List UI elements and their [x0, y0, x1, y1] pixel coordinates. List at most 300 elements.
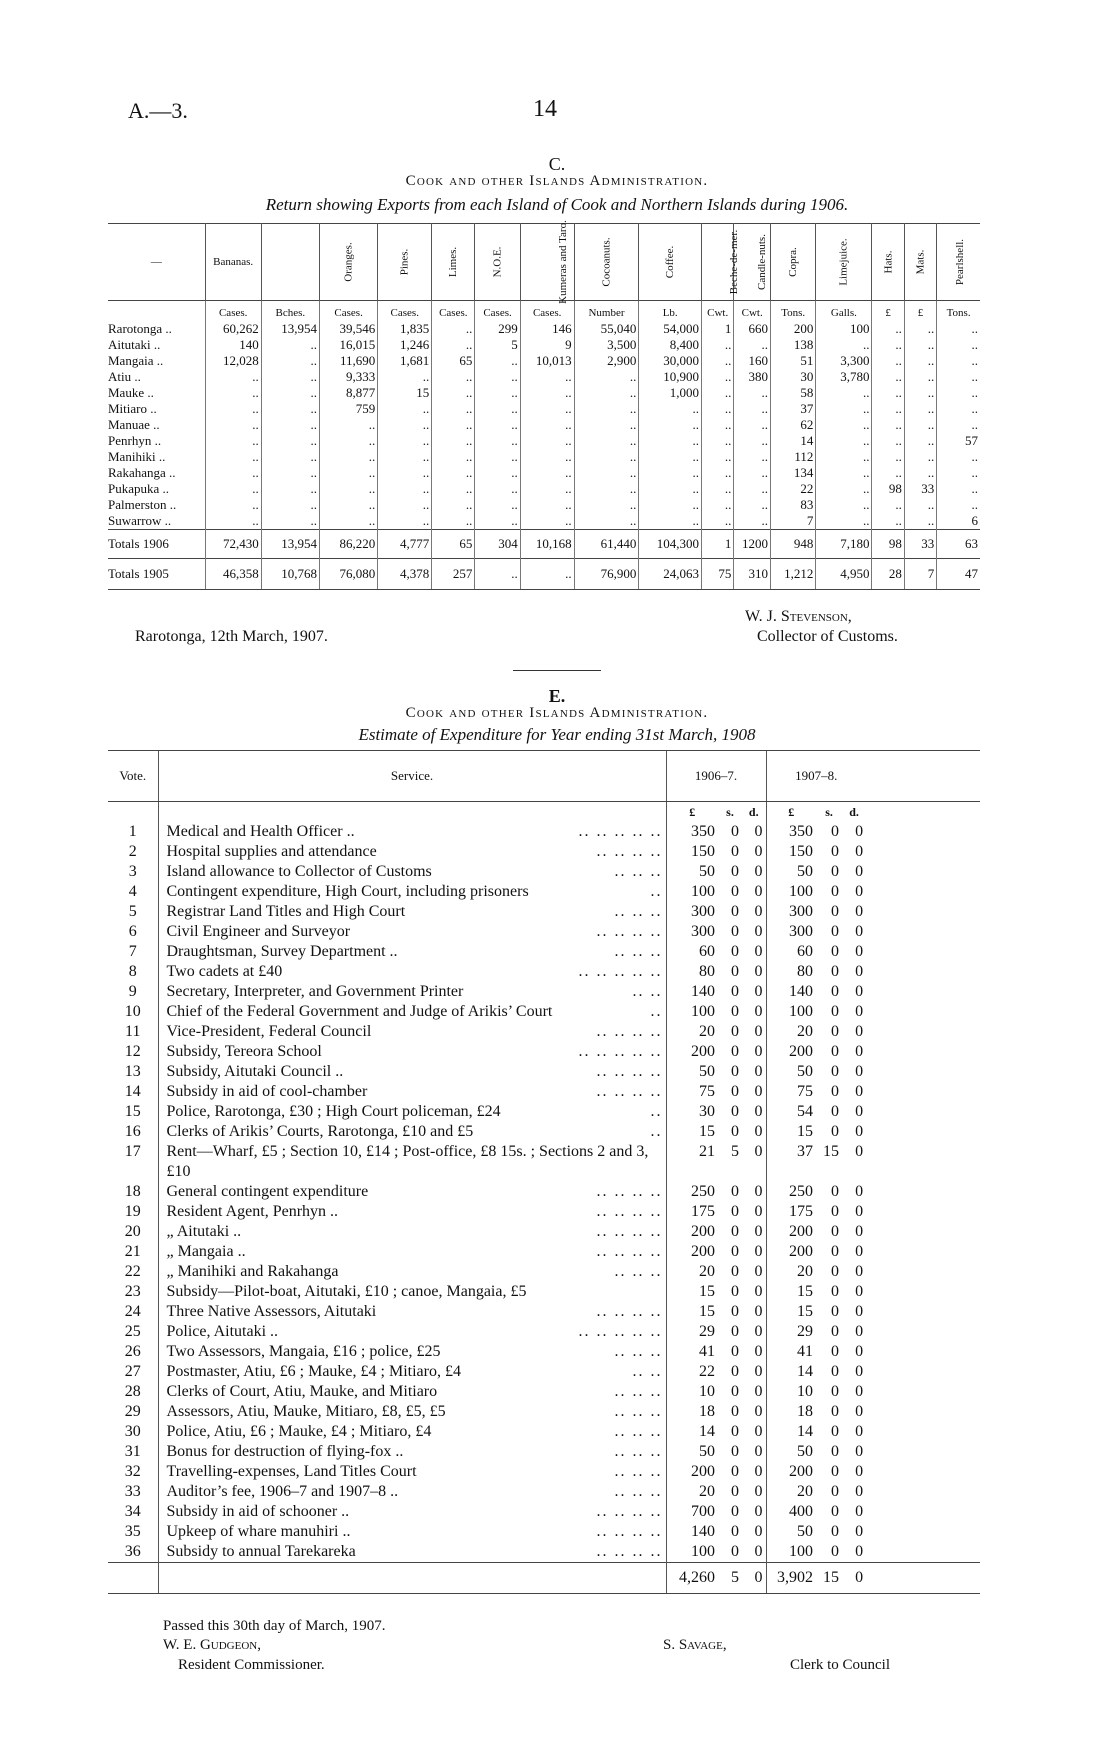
table-cell: 140 [205, 337, 261, 353]
table-cell: .. [520, 559, 574, 590]
expenditure-row [108, 1382, 980, 1402]
table-cell: .. [261, 481, 319, 497]
vote-number: 15 [124, 1103, 141, 1120]
table-cell: .. [205, 481, 261, 497]
table-cell: .. [205, 385, 261, 401]
amount-1907: 0 [831, 1023, 840, 1040]
vote-number: 2 [128, 843, 137, 860]
table-cell: .. [574, 481, 639, 497]
table-cell: Penrhyn .. [108, 433, 162, 448]
col-header: — [150, 256, 162, 268]
table-cell: 9 [520, 337, 574, 353]
table-cell: .. [937, 369, 980, 385]
table-cell: .. [937, 401, 980, 417]
service-description: Island allowance to Collector of Customs [158, 862, 538, 882]
vote-number: 17 [124, 1143, 141, 1160]
table-cell [866, 1062, 980, 1082]
table-cell: 948 [771, 530, 816, 559]
table-row [108, 513, 980, 530]
amount-1907: 0 [855, 1323, 864, 1340]
table-cell: .. [734, 513, 771, 530]
table-cell: .. [904, 337, 936, 353]
amount-1906: 0 [754, 903, 763, 920]
leader-dots: .. .. .. [614, 1263, 663, 1280]
amount-1906: 0 [731, 963, 740, 980]
table-cell [866, 1302, 980, 1322]
service-description: Secretary, Interpreter, and Government Printer [158, 982, 538, 1002]
table-cell: .. [320, 465, 378, 481]
vote-number: 19 [124, 1203, 141, 1220]
amount-1906: 0 [754, 1223, 763, 1240]
table-cell: Tons. [937, 301, 980, 322]
table-cell [108, 802, 158, 823]
table-cell: .. [205, 449, 261, 465]
amount-1907: 0 [855, 1203, 864, 1220]
amount-1907: 100 [766, 1002, 816, 1022]
table-cell: .. [378, 513, 432, 530]
amount-1907: 0 [831, 1443, 840, 1460]
table-cell [866, 1482, 980, 1502]
table-cell: 60,262 [205, 321, 261, 337]
amount-1906: 0 [731, 943, 740, 960]
amount-1906: 0 [731, 1323, 740, 1340]
amount-1906: 10 [666, 1382, 718, 1402]
table-cell: .. [872, 337, 904, 353]
table-cell: Totals 1906 [108, 530, 205, 559]
table-cell: 57 [937, 433, 980, 449]
amount-1906: 20 [666, 1022, 718, 1042]
amount-1907: 400 [766, 1502, 816, 1522]
table-cell: 759 [320, 401, 378, 417]
table-cell: .. [701, 337, 733, 353]
amount-1907: 0 [831, 1223, 840, 1240]
leader-dots: .. .. [632, 1363, 663, 1380]
table-cell: 200 [771, 321, 816, 337]
table-cell: .. [320, 481, 378, 497]
leader-dots: .. .. .. [614, 1343, 663, 1360]
table-cell: 33 [904, 481, 936, 497]
total-1906: 0 [742, 1563, 766, 1594]
col-header: Oranges. [320, 224, 378, 301]
table-cell: 3,300 [816, 353, 872, 369]
amount-1907: 0 [831, 883, 840, 900]
amount-1906: 0 [731, 1523, 740, 1540]
leader-dots: .. .. .. .. [596, 1083, 663, 1100]
table-cell [866, 1182, 980, 1202]
amount-1906: 200 [666, 1222, 718, 1242]
table-cell [866, 1442, 980, 1462]
service-description: Registrar Land Titles and High Court [158, 902, 538, 922]
amount-1906: 50 [666, 862, 718, 882]
table-cell: 1 [701, 530, 733, 559]
amount-1907: 0 [855, 863, 864, 880]
expenditure-row [108, 1202, 980, 1222]
table-cell [538, 802, 666, 823]
amount-1906: 0 [731, 1483, 740, 1500]
amount-1907: 0 [831, 1463, 840, 1480]
amount-1906: 300 [666, 902, 718, 922]
leader-dots: .. .. .. .. [596, 923, 663, 940]
table-cell: Rarotonga .. [108, 321, 172, 336]
leader-dots: .. .. .. [614, 1423, 663, 1440]
table-cell: .. [475, 385, 520, 401]
service-description: Police, Atiu, £6 ; Mauke, £4 ; Mitiaro, £4 [158, 1422, 538, 1442]
table-cell [866, 1142, 980, 1182]
amount-1906: 0 [731, 883, 740, 900]
units-row [108, 301, 980, 322]
table-row [108, 449, 980, 465]
table-cell: 51 [771, 353, 816, 369]
amount-1907: 0 [831, 1363, 840, 1380]
leader-dots: .. .. .. .. [596, 1523, 663, 1540]
service-description: „ Aitutaki .. [158, 1222, 538, 1242]
service-description: Three Native Assessors, Aitutaki [158, 1302, 538, 1322]
expenditure-row [108, 962, 980, 982]
table-cell: .. [904, 465, 936, 481]
amount-1907: 50 [766, 1062, 816, 1082]
table-cell: .. [378, 449, 432, 465]
table-cell: 13,954 [261, 321, 319, 337]
table-cell: 7,180 [816, 530, 872, 559]
table-cell: .. [475, 433, 520, 449]
table-cell: 138 [771, 337, 816, 353]
amount-1907: 0 [855, 1343, 864, 1360]
table-row [108, 337, 980, 353]
expenditure-row [108, 1362, 980, 1382]
table-cell: .. [520, 401, 574, 417]
table-cell [866, 1402, 980, 1422]
amount-1906: 0 [754, 1443, 763, 1460]
table-cell [108, 301, 205, 322]
table-cell: Cases. [378, 301, 432, 322]
amount-1907: 14 [766, 1362, 816, 1382]
amount-1906: 20 [666, 1262, 718, 1282]
table-cell: .. [639, 401, 702, 417]
amount-1907: 250 [766, 1182, 816, 1202]
amount-1907: 50 [766, 1442, 816, 1462]
table-cell: 10,168 [520, 530, 574, 559]
amount-1906: 80 [666, 962, 718, 982]
vote-number: 1 [128, 823, 137, 840]
table-cell: .. [320, 417, 378, 433]
amount-1907: 0 [855, 1143, 864, 1160]
table-cell: 15 [378, 385, 432, 401]
amount-1906: 0 [754, 1123, 763, 1140]
amount-1907: 0 [855, 963, 864, 980]
table-cell: .. [205, 433, 261, 449]
table-cell: .. [520, 497, 574, 513]
service-description: Police, Aitutaki .. [158, 1322, 538, 1342]
amount-1907: 150 [766, 842, 816, 862]
amount-1907: 0 [831, 1403, 840, 1420]
service-description: Subsidy—Pilot-boat, Aitutaki, £10 ; canoe, Mangaia, £5 [158, 1282, 538, 1302]
table-cell: .. [261, 385, 319, 401]
table-cell: 4,777 [378, 530, 432, 559]
amount-1906: 0 [731, 1123, 740, 1140]
amount-1907: 0 [855, 1543, 864, 1560]
exports-table [108, 220, 980, 590]
table-cell: Mangaia .. [108, 353, 164, 368]
vote-number: 25 [124, 1323, 141, 1340]
leader-dots: .. .. .. [614, 1443, 663, 1460]
table-cell: .. [261, 449, 319, 465]
leader-dots: .. .. .. .. [596, 1543, 663, 1560]
table-cell [866, 1422, 980, 1442]
currency-label: d. [748, 805, 759, 819]
table-cell: 1,246 [378, 337, 432, 353]
table-cell: .. [904, 449, 936, 465]
table-cell: .. [872, 353, 904, 369]
table-row [108, 497, 980, 513]
table-cell: Cases. [475, 301, 520, 322]
amount-1907: 0 [855, 1183, 864, 1200]
table-cell: Suwarrow .. [108, 513, 172, 528]
vote-number: 29 [124, 1403, 141, 1420]
table-cell: 146 [520, 321, 574, 337]
amount-1906: 0 [731, 983, 740, 1000]
amount-1906: 0 [731, 1043, 740, 1060]
table-cell [866, 1462, 980, 1482]
service-description: Postmaster, Atiu, £6 ; Mauke, £4 ; Mitiaro, £4 [158, 1362, 538, 1382]
service-description: Rent—Wharf, £5 ; Section 10, £14 ; Post-office, £8 15s. ; Sections 2 and 3, £10 [158, 1142, 666, 1182]
section-e-subtitle: Estimate of Expenditure for Year ending 31st March, 1908 [358, 725, 756, 744]
table-cell: .. [378, 497, 432, 513]
table-cell: .. [872, 449, 904, 465]
table-cell [866, 962, 980, 982]
table-cell: 1,681 [378, 353, 432, 369]
table-row [108, 481, 980, 497]
amount-1907: 0 [855, 903, 864, 920]
table-cell: .. [432, 497, 475, 513]
col-vote: Vote. [108, 751, 158, 802]
amount-1907: 41 [766, 1342, 816, 1362]
clerk-role: Clerk to Council [790, 1657, 890, 1673]
table-cell: £ [872, 301, 904, 322]
expenditure-row [108, 1542, 980, 1563]
table-cell: .. [701, 449, 733, 465]
table-cell: .. [701, 401, 733, 417]
amount-1906: 0 [754, 1243, 763, 1260]
table-cell: 58 [771, 385, 816, 401]
clerk-name: S. Savage, [663, 1637, 727, 1653]
amount-1907: 0 [831, 1003, 840, 1020]
col-1907: 1907–8. [766, 751, 866, 802]
table-cell: .. [937, 337, 980, 353]
table-cell: 4,950 [816, 559, 872, 590]
col-1906: 1906–7. [666, 751, 766, 802]
table-cell: Lb. [639, 301, 702, 322]
table-cell: .. [639, 465, 702, 481]
table-cell: .. [261, 497, 319, 513]
amount-1906: 21 [666, 1142, 718, 1182]
vote-number: 22 [124, 1263, 141, 1280]
amount-1906: 0 [754, 1463, 763, 1480]
leader-dots: .. .. .. [614, 1403, 663, 1420]
currency-row [108, 802, 980, 823]
amount-1906: 0 [731, 823, 740, 840]
table-cell: 76,080 [320, 559, 378, 590]
table-cell: 16,015 [320, 337, 378, 353]
vote-number: 14 [124, 1083, 141, 1100]
table-cell: .. [734, 497, 771, 513]
vote-number: 24 [124, 1303, 141, 1320]
amount-1906: 0 [754, 1343, 763, 1360]
expenditure-row [108, 1302, 980, 1322]
table-cell: .. [320, 433, 378, 449]
amount-1906: 0 [754, 1503, 763, 1520]
table-cell: .. [261, 465, 319, 481]
table-cell: .. [639, 481, 702, 497]
table-cell [866, 1122, 980, 1142]
table-cell: 660 [734, 321, 771, 337]
vote-number: 30 [124, 1423, 141, 1440]
commissioner-name: W. E. Gudgeon, [163, 1637, 261, 1653]
amount-1907: 50 [766, 862, 816, 882]
table-cell: Cases. [205, 301, 261, 322]
table-cell: .. [378, 433, 432, 449]
expenditure-row [108, 1522, 980, 1542]
amount-1906: 0 [754, 1303, 763, 1320]
table-cell: .. [937, 449, 980, 465]
table-cell: Galls. [816, 301, 872, 322]
total-1907: 3,902 [766, 1563, 816, 1594]
table-cell: .. [701, 433, 733, 449]
table-cell: 37 [771, 401, 816, 417]
table-cell: .. [816, 513, 872, 530]
amount-1907: 75 [766, 1082, 816, 1102]
amount-1907: 0 [831, 1083, 840, 1100]
table-cell [866, 1502, 980, 1522]
amount-1906: 0 [731, 863, 740, 880]
amount-1906: 0 [731, 1443, 740, 1460]
table-cell: 83 [771, 497, 816, 513]
table-row [108, 353, 980, 369]
expenditure-row [108, 982, 980, 1002]
leader-dots: .. [650, 1003, 663, 1020]
table-cell: 1200 [734, 530, 771, 559]
document-reference: A.—3. [128, 98, 188, 123]
vote-number: 16 [124, 1123, 141, 1140]
amount-1907: 60 [766, 942, 816, 962]
amount-1906: 0 [731, 1263, 740, 1280]
table-row [108, 401, 980, 417]
amount-1906: 140 [666, 1522, 718, 1542]
table-cell: 39,546 [320, 321, 378, 337]
amount-1907: 15 [766, 1122, 816, 1142]
amount-1906: 0 [754, 943, 763, 960]
amount-1906: 15 [666, 1282, 718, 1302]
leader-dots: .. .. .. .. [596, 1223, 663, 1240]
table-cell: 4,378 [378, 559, 432, 590]
amount-1906: 18 [666, 1402, 718, 1422]
table-cell: .. [432, 401, 475, 417]
leader-dots: .. .. .. [614, 863, 663, 880]
section-e-title: Cook and other Islands Administration. [405, 705, 709, 721]
table-cell: .. [734, 401, 771, 417]
amount-1907: 10 [766, 1382, 816, 1402]
amount-1906: 20 [666, 1482, 718, 1502]
table-cell: .. [320, 513, 378, 530]
expenditure-row [108, 1242, 980, 1262]
table-cell: .. [872, 385, 904, 401]
vote-number: 35 [124, 1523, 141, 1540]
amount-1906: 0 [731, 1343, 740, 1360]
table-cell: 2,900 [574, 353, 639, 369]
section-e-letter: E. [548, 686, 566, 706]
table-cell: .. [205, 513, 261, 530]
amount-1907: 140 [766, 982, 816, 1002]
total-1906: 5 [718, 1563, 742, 1594]
service-description: Two Assessors, Mangaia, £16 ; police, £25 [158, 1342, 538, 1362]
table-cell: .. [432, 321, 475, 337]
expenditure-row [108, 1462, 980, 1482]
vote-number: 27 [124, 1363, 141, 1380]
expenditure-row [108, 1022, 980, 1042]
table-cell: 1,835 [378, 321, 432, 337]
table-cell [866, 982, 980, 1002]
table-cell: .. [520, 417, 574, 433]
table-cell [866, 922, 980, 942]
amount-1906: 14 [666, 1422, 718, 1442]
amount-1906: 0 [754, 1523, 763, 1540]
amount-1907: 0 [855, 1403, 864, 1420]
service-description: Two cadets at £40 [158, 962, 538, 982]
table-cell [866, 942, 980, 962]
amount-1906: 0 [731, 1463, 740, 1480]
amount-1907: 0 [855, 1423, 864, 1440]
col-header: Bananas. [205, 224, 261, 301]
section-c-letter: C. [548, 154, 566, 174]
table-row [108, 417, 980, 433]
amount-1907: 0 [831, 1283, 840, 1300]
expenditure-row [108, 1322, 980, 1342]
leader-dots: .. [650, 1103, 663, 1120]
amount-1906: 0 [754, 1063, 763, 1080]
table-cell: .. [261, 417, 319, 433]
vote-number: 32 [124, 1463, 141, 1480]
table-cell: Cwt. [701, 301, 733, 322]
table-cell: 65 [432, 353, 475, 369]
table-row [108, 321, 980, 337]
amount-1906: 0 [731, 1303, 740, 1320]
expenditure-row [108, 1282, 980, 1302]
vote-number: 28 [124, 1383, 141, 1400]
col-header: Candle-nuts. [734, 224, 771, 301]
amount-1907: 100 [766, 882, 816, 902]
table-cell: .. [261, 401, 319, 417]
table-cell: .. [734, 385, 771, 401]
table-cell: Totals 1905 [108, 559, 205, 590]
leader-dots: .. .. .. .. [596, 1203, 663, 1220]
amount-1907: 15 [823, 1143, 840, 1160]
table-cell [538, 1563, 666, 1594]
amount-1907: 0 [831, 1123, 840, 1140]
table-cell: .. [904, 385, 936, 401]
amount-1907: 0 [855, 1123, 864, 1140]
leader-dots: .. .. .. [614, 943, 663, 960]
amount-1906: 0 [754, 863, 763, 880]
table-cell: 304 [475, 530, 520, 559]
table-cell: .. [872, 513, 904, 530]
amount-1907: 0 [855, 843, 864, 860]
amount-1907: 80 [766, 962, 816, 982]
leader-dots: .. .. .. .. .. [578, 963, 663, 980]
table-cell: .. [904, 513, 936, 530]
table-cell: 33 [904, 530, 936, 559]
amount-1906: 0 [754, 1103, 763, 1120]
amount-1906: 0 [754, 1543, 763, 1560]
table-cell: 10,900 [639, 369, 702, 385]
